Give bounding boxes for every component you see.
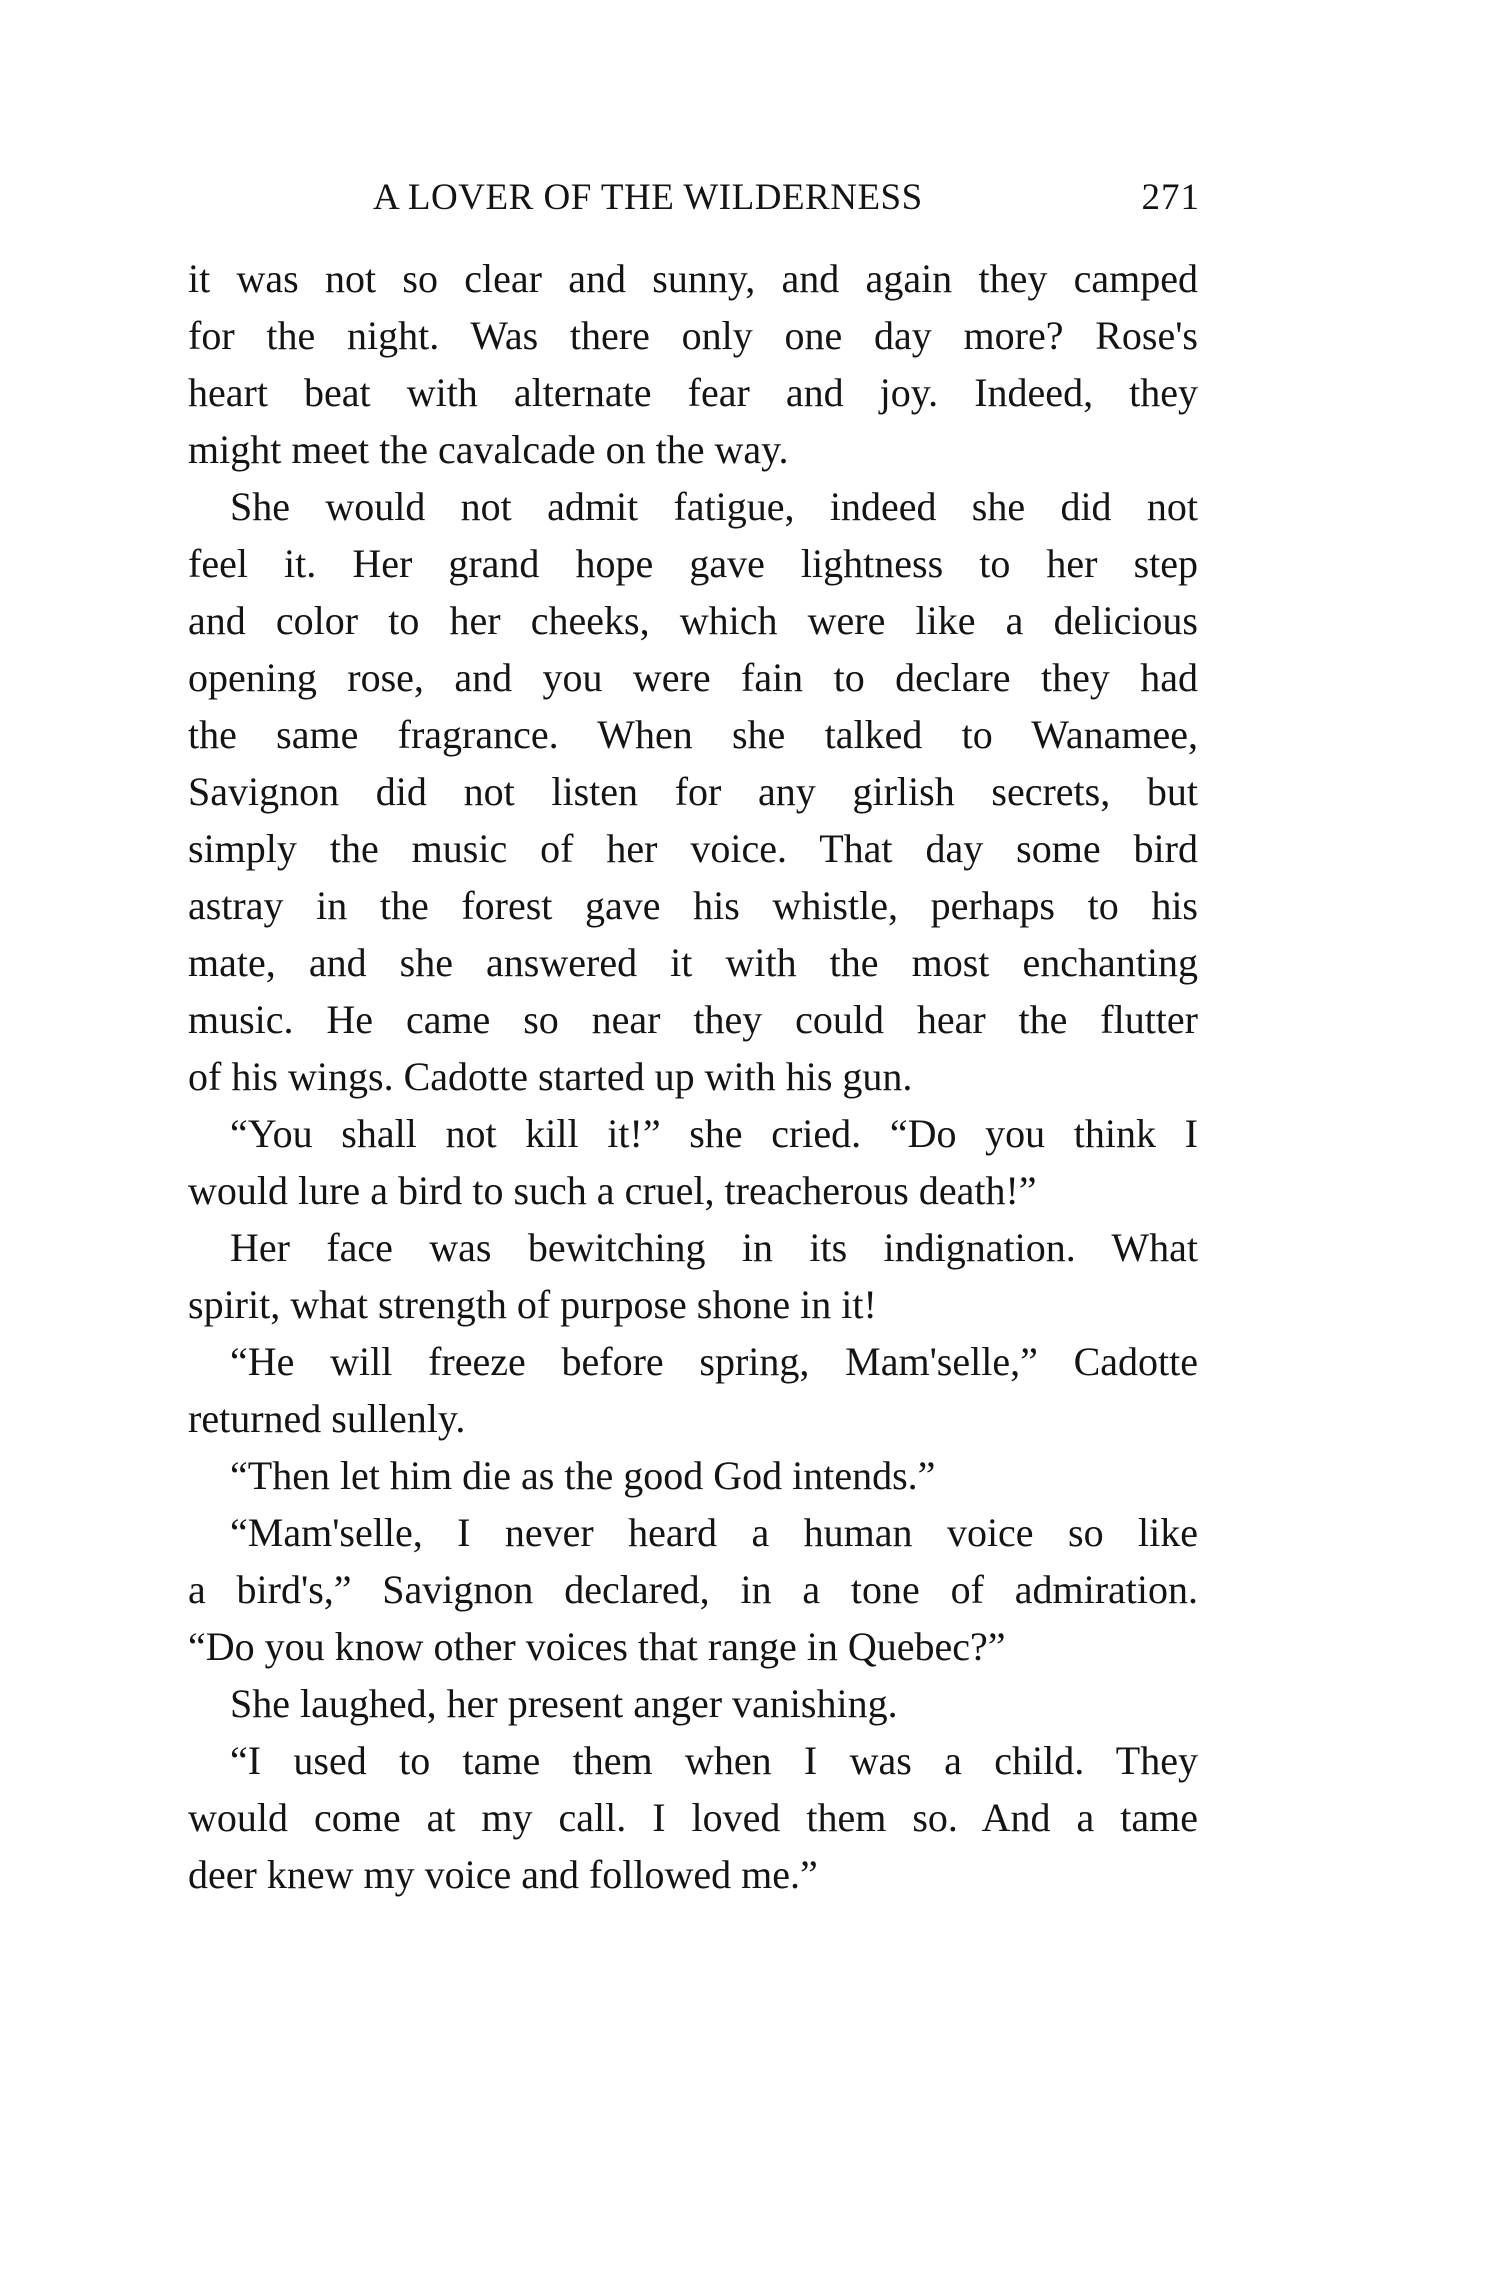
text-line: “Do you know other voices that range in Quebec?” xyxy=(188,1624,1006,1669)
text-line: might meet the cavalcade on the way. xyxy=(188,427,789,472)
text-line: Her face was bewitching in its indignation. What xyxy=(230,1225,1198,1270)
text-line: She laughed, her present anger vanishing. xyxy=(230,1681,898,1726)
text-line: She would not admit fatigue, indeed she did not xyxy=(230,484,1198,529)
running-head xyxy=(190,168,1200,228)
text-line: deer knew my voice and followed me.” xyxy=(188,1852,818,1897)
text-line: would lure a bird to such a cruel, treacherous death!” xyxy=(188,1168,1037,1213)
page-number: 271 xyxy=(1141,177,1200,218)
text-line: opening rose, and you were fain to declare they had xyxy=(188,655,1198,700)
text-line: feel it. Her grand hope gave lightness to her step xyxy=(188,541,1198,586)
text-line: “He will freeze before spring, Mam'selle,” Cadotte xyxy=(230,1339,1198,1384)
running-title: A LOVER OF THE WILDERNESS xyxy=(373,177,923,218)
text-line: of his wings. Cadotte started up with his gun. xyxy=(188,1054,913,1099)
text-line: heart beat with alternate fear and joy. Indeed, they xyxy=(188,370,1198,415)
text-line: “You shall not kill it!” she cried. “Do you think I xyxy=(230,1111,1198,1156)
text-line: music. He came so near they could hear the flutter xyxy=(188,997,1198,1042)
text-line: the same fragrance. When she talked to Wanamee, xyxy=(188,712,1198,757)
text-line: returned sullenly. xyxy=(188,1396,466,1441)
text-line: “Mam'selle, I never heard a human voice so like xyxy=(230,1510,1198,1555)
text-line: “I used to tame them when I was a child. They xyxy=(230,1738,1198,1783)
text-line: Savignon did not listen for any girlish secrets, but xyxy=(188,769,1198,814)
text-line: a bird's,” Savignon declared, in a tone of admiration. xyxy=(188,1567,1198,1612)
body-text xyxy=(188,250,1198,1903)
text-line: astray in the forest gave his whistle, perhaps to his xyxy=(188,883,1198,928)
text-line: spirit, what strength of purpose shone in it! xyxy=(188,1282,877,1327)
text-line: it was not so clear and sunny, and again they camped xyxy=(188,256,1198,301)
text-line: for the night. Was there only one day more? Rose's xyxy=(188,313,1198,358)
text-line: and color to her cheeks, which were like a delicious xyxy=(188,598,1198,643)
text-line: “Then let him die as the good God intends.” xyxy=(230,1453,936,1498)
text-line: would come at my call. I loved them so. And a tame xyxy=(188,1795,1198,1840)
text-line: mate, and she answered it with the most enchanting xyxy=(188,940,1198,985)
text-line: simply the music of her voice. That day some bird xyxy=(188,826,1198,871)
